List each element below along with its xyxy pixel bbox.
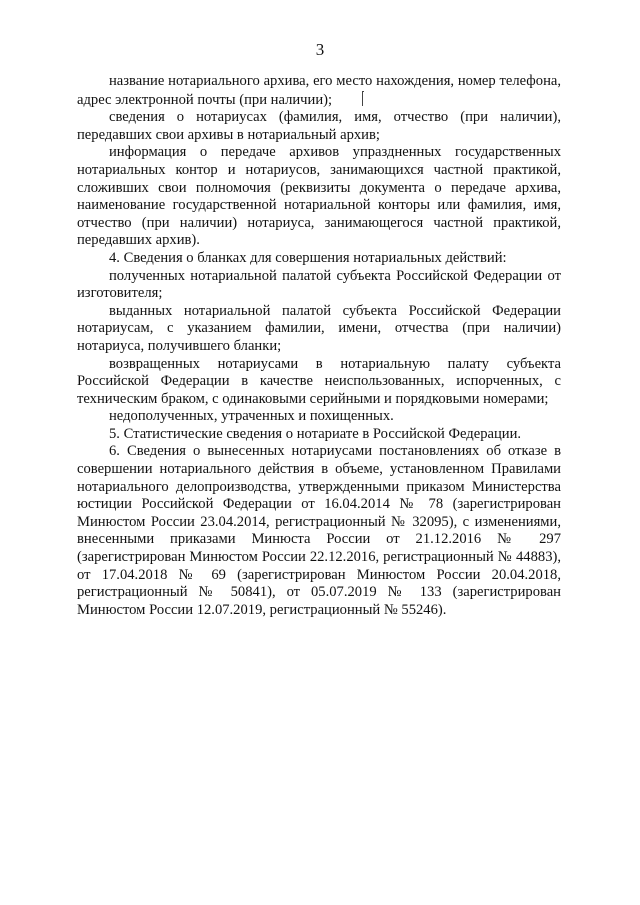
text-cursor-mark: [362, 91, 364, 106]
paragraph-archive-transfer: информация о передаче архивов упраздненных государственных нотариальных контор и нотариусов, занимающихся частной практикой, сложивших свои полномочия (реквизиты документа о передаче архива, наименование государственной нотариальной конторы или фамилия, имя, отчество (при наличии) нотариуса, занимающегося частной практикой, передавших архив).: [77, 144, 561, 249]
paragraph-returned-forms: возвращенных нотариусами в нотариальную палату субъекта Российской Федерации в качестве неиспользованных, испорченных, с техническим браком, с одинаковыми серийными и порядковыми номерами;: [77, 355, 561, 407]
paragraph-archive-name: [77, 73, 561, 109]
document-body: [77, 73, 561, 619]
paragraph-issued-forms: выданных нотариальной палатой субъекта Российской Федерации нотариусам, с указанием фамилии, имени, отчества (при наличии) нотариуса, получившего бланки;: [77, 302, 561, 354]
paragraph-section-4: 4. Сведения о бланках для совершения нотариальных действий:: [109, 249, 507, 266]
paragraph-section-6: 6. Сведения о вынесенных нотариусами постановлениях об отказе в совершении нотариального действия в объеме, установленном Правилами нотариального делопроизводства, утвержденными приказом Министерства юстиции Российской Федерации от 16.04.2014 № 78 (зарегистрирован Минюстом России 23.04.2014, регистрационный № 32095), с изменениями, внесенными приказами Минюста России от 21.12.2016 № 297 (зарегистрирован Минюстом России 22.12.2016, регистрационный № 44883), от 17.04.2018 № 69 (зарегистрирован Минюстом России 20.04.2018, регистрационный № 50841), от 05.07.2019 № 133 (зарегистрирован Минюстом России 12.07.2019, регистрационный № 55246).: [77, 443, 561, 618]
paragraph-received-forms: полученных нотариальной палатой субъекта Российской Федерации от изготовителя;: [77, 267, 561, 302]
paragraph-notaries-info: сведения о нотариусах (фамилия, имя, отчество (при наличии), передавших свои архивы в нотариальный архив;: [77, 109, 561, 143]
paragraph-section-5: 5. Статистические сведения о нотариате в Российской Федерации.: [109, 425, 522, 442]
paragraph-lost-forms: недополученных, утраченных и похищенных.: [109, 408, 394, 425]
paragraph-text: название нотариального архива, его место нахождения, номер телефона, адрес электронной почты (при наличии);: [77, 73, 561, 108]
page-number: 3: [315, 40, 325, 59]
